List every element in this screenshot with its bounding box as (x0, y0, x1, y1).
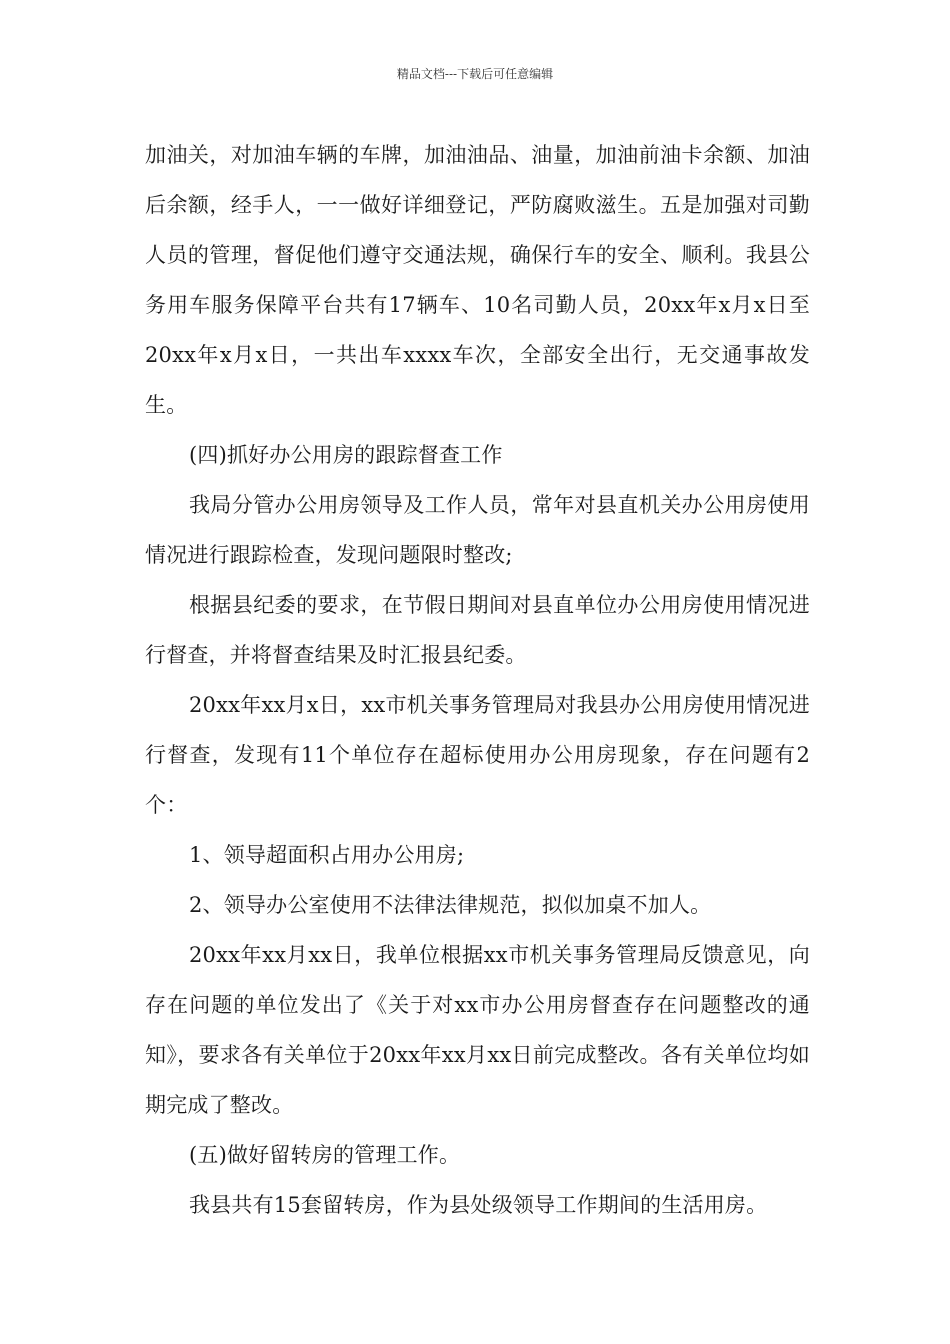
list-item: 2、领导办公室使用不法律法律规范，拟似加桌不加人。 (189, 893, 712, 917)
section-heading: (四)抓好办公用房的跟踪督查工作 (189, 443, 503, 467)
page-header: 精品文档---下载后可任意编辑 (396, 67, 554, 81)
paragraph: 我县共有15套留转房，作为县处级领导工作期间的生活用房。 (189, 1193, 768, 1217)
paragraph: 我局分管办公用房领导及工作人员，常年对县直机关办公用房使用情况进行跟踪检查，发现问题限时整改; (145, 493, 810, 567)
paragraph: 20xx年xx月xx日，我单位根据xx市机关事务管理局反馈意见，向存在问题的单位发出了《关于对xx市办公用房督查存在问题整改的通知》，要求各有关单位于20xx年xx月xx日前完成整改。各有关单位均如期完成了整改。 (145, 943, 810, 1117)
paragraph: 20xx年xx月x日，xx市机关事务管理局对我县办公用房使用情况进行督查，发现有11个单位存在超标使用办公用房现象，存在问题有2个： (145, 693, 810, 817)
document-body (145, 130, 810, 1230)
list-item: 1、领导超面积占用办公用房; (189, 843, 465, 867)
paragraph: 加油关，对加油车辆的车牌，加油油品、油量，加油前油卡余额、加油后余额，经手人，一一做好详细登记，严防腐败滋生。五是加强对司勤人员的管理，督促他们遵守交通法规，确保行车的安全、顺利。我县公务用车服务保障平台共有17辆车、10名司勤人员，20xx年x月x日至20xx年x月x日，一共出车xxxx车次，全部安全出行，无交通事故发生。 (145, 143, 810, 417)
section-heading: (五)做好留转房的管理工作。 (189, 1143, 461, 1167)
paragraph: 根据县纪委的要求，在节假日期间对县直单位办公用房使用情况进行督查，并将督查结果及时汇报县纪委。 (145, 593, 810, 667)
